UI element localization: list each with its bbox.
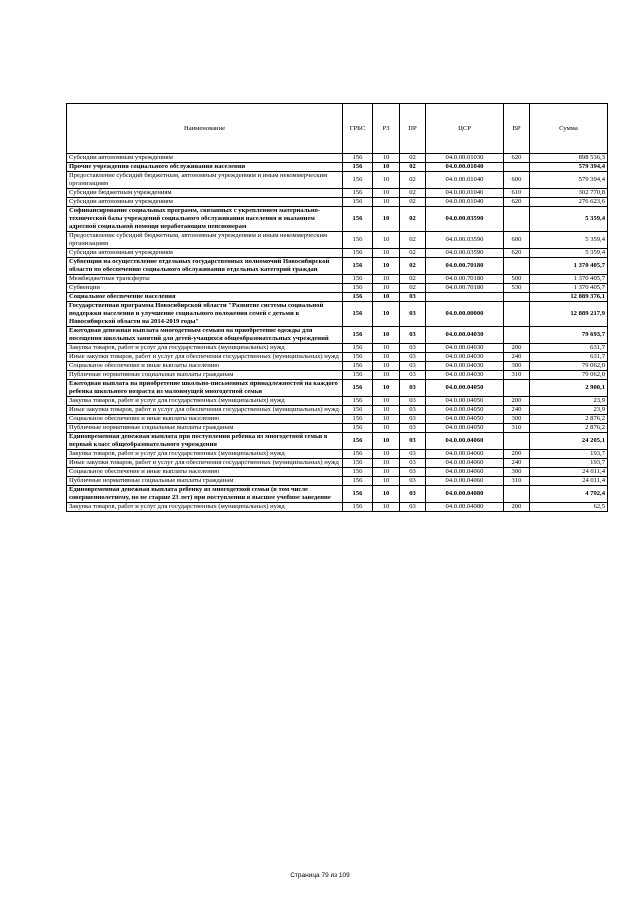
table-row: [67, 397, 608, 406]
cell-rz: 10: [373, 284, 400, 293]
cell-rz: 10: [373, 302, 400, 327]
cell-grbs: 156: [343, 486, 373, 503]
table-row: [67, 172, 608, 189]
cell-pr: 03: [400, 380, 426, 397]
cell-vr: [504, 258, 530, 275]
cell-rz: 10: [373, 477, 400, 486]
table-row: [67, 380, 608, 397]
cell-vr: 240: [504, 459, 530, 468]
cell-pr: 02: [400, 189, 426, 198]
cell-sum: 1 370 405,7: [530, 258, 608, 275]
cell-grbs: 156: [343, 371, 373, 380]
cell-pr: 02: [400, 198, 426, 207]
cell-grbs: 156: [343, 293, 373, 302]
cell-rz: 10: [373, 163, 400, 172]
cell-csr: 04.0.00.04060: [426, 433, 504, 450]
table-row: [67, 362, 608, 371]
header-vr: ВР: [504, 104, 530, 154]
cell-vr: 300: [504, 415, 530, 424]
cell-vr: 600: [504, 172, 530, 189]
cell-grbs: 156: [343, 353, 373, 362]
cell-pr: 03: [400, 468, 426, 477]
cell-vr: 610: [504, 189, 530, 198]
cell-pr: 03: [400, 486, 426, 503]
cell-name: Межбюджетные трансферты: [67, 275, 343, 284]
cell-grbs: 156: [343, 362, 373, 371]
table-row: [67, 327, 608, 344]
table-body: [67, 154, 608, 512]
cell-sum: 24 205,1: [530, 433, 608, 450]
cell-csr: 04.0.00.01040: [426, 172, 504, 189]
cell-pr: 03: [400, 424, 426, 433]
cell-name: Предоставление субсидий бюджетным, автономным учреждениям и иным некоммерческим организациям: [67, 232, 343, 249]
cell-csr: 04.0.00.04080: [426, 486, 504, 503]
table-row: [67, 477, 608, 486]
cell-grbs: 156: [343, 477, 373, 486]
cell-pr: 03: [400, 406, 426, 415]
cell-csr: 04.0.00.70180: [426, 258, 504, 275]
cell-vr: [504, 163, 530, 172]
cell-vr: 500: [504, 275, 530, 284]
cell-sum: 2 900,1: [530, 380, 608, 397]
cell-csr: 04.0.00.04050: [426, 380, 504, 397]
cell-vr: 300: [504, 362, 530, 371]
header-row: [67, 104, 608, 154]
table-row: [67, 275, 608, 284]
cell-sum: 79 062,0: [530, 371, 608, 380]
cell-vr: 240: [504, 353, 530, 362]
cell-csr: 04.0.00.03590: [426, 207, 504, 232]
cell-rz: 10: [373, 380, 400, 397]
cell-csr: 04.0.00.03590: [426, 232, 504, 249]
cell-vr: 200: [504, 344, 530, 353]
cell-sum: 1 370 405,7: [530, 275, 608, 284]
cell-grbs: 156: [343, 503, 373, 512]
table-row: [67, 293, 608, 302]
cell-sum: 12 889 376,1: [530, 293, 608, 302]
table-row: [67, 424, 608, 433]
header-grbs: ГРБС: [343, 104, 373, 154]
cell-sum: 631,7: [530, 353, 608, 362]
cell-sum: 276 623,6: [530, 198, 608, 207]
cell-name: Ежегодная денежная выплата многодетным семьям на приобретение одежды для посещения школьных занятий для детей-учащихся общеобразовательных учреждений: [67, 327, 343, 344]
cell-sum: 579 394,4: [530, 163, 608, 172]
cell-name: Субвенции на осуществление отдельных государственных полномочий Новосибирской области по обеспечению социального обслуживания отдельных категорий граждан: [67, 258, 343, 275]
cell-pr: 03: [400, 397, 426, 406]
cell-rz: 10: [373, 433, 400, 450]
table-row: [67, 415, 608, 424]
table-row: [67, 344, 608, 353]
cell-name: Единовременная денежная выплата при поступлении ребенка из многодетной семьи в первый класс общеобразовательного учреждения: [67, 433, 343, 450]
table-row: [67, 406, 608, 415]
table-row: [67, 450, 608, 459]
cell-rz: 10: [373, 344, 400, 353]
cell-pr: 02: [400, 207, 426, 232]
cell-pr: 02: [400, 154, 426, 163]
cell-sum: 579 394,4: [530, 172, 608, 189]
cell-name: Предоставление субсидий бюджетным, автономным учреждениям и иным некоммерческим организациям: [67, 172, 343, 189]
cell-csr: 04.0.00.70180: [426, 275, 504, 284]
cell-pr: 03: [400, 503, 426, 512]
cell-grbs: 156: [343, 344, 373, 353]
cell-vr: 530: [504, 284, 530, 293]
cell-name: Публичные нормативные социальные выплаты гражданам: [67, 477, 343, 486]
header-rz: РЗ: [373, 104, 400, 154]
cell-rz: 10: [373, 397, 400, 406]
cell-vr: 620: [504, 198, 530, 207]
cell-grbs: 156: [343, 433, 373, 450]
table-header: [67, 104, 608, 154]
cell-name: Прочие учреждения социального обслуживания населения: [67, 163, 343, 172]
cell-sum: 24 011,4: [530, 477, 608, 486]
cell-csr: 04.0.00.00000: [426, 302, 504, 327]
table-row: [67, 371, 608, 380]
cell-grbs: 156: [343, 207, 373, 232]
cell-sum: 193,7: [530, 450, 608, 459]
table-row: [67, 207, 608, 232]
cell-csr: 04.0.00.04060: [426, 459, 504, 468]
cell-rz: 10: [373, 424, 400, 433]
page-footer: Страница 79 из 109: [290, 872, 350, 879]
cell-name: Субсидии бюджетным учреждениям: [67, 189, 343, 198]
cell-sum: 5 359,4: [530, 249, 608, 258]
cell-grbs: 156: [343, 406, 373, 415]
cell-name: Государственная программа Новосибирской области "Развитие системы социальной поддержки населения и улучшение социального положения семей с детьми в Новосибирской области на 2014-2019 годы": [67, 302, 343, 327]
cell-rz: 10: [373, 406, 400, 415]
cell-grbs: 156: [343, 172, 373, 189]
table-row: [67, 154, 608, 163]
cell-grbs: 156: [343, 450, 373, 459]
cell-pr: 03: [400, 362, 426, 371]
cell-vr: 200: [504, 450, 530, 459]
cell-name: Социальное обеспечение и иные выплаты населению: [67, 415, 343, 424]
cell-sum: 631,7: [530, 344, 608, 353]
cell-vr: 310: [504, 477, 530, 486]
cell-rz: 10: [373, 486, 400, 503]
cell-csr: 04.0.00.04060: [426, 477, 504, 486]
cell-csr: 04.0.00.04050: [426, 406, 504, 415]
cell-csr: 04.0.00.04030: [426, 327, 504, 344]
cell-vr: 240: [504, 406, 530, 415]
cell-grbs: 156: [343, 275, 373, 284]
cell-csr: 04.0.00.03590: [426, 249, 504, 258]
cell-rz: 10: [373, 189, 400, 198]
cell-vr: 620: [504, 249, 530, 258]
cell-grbs: 156: [343, 459, 373, 468]
cell-sum: 12 889 217,9: [530, 302, 608, 327]
cell-pr: 03: [400, 293, 426, 302]
cell-rz: 10: [373, 371, 400, 380]
cell-vr: 200: [504, 503, 530, 512]
table-row: [67, 189, 608, 198]
cell-sum: 4 792,4: [530, 486, 608, 503]
cell-name: Ежегодная выплата на приобретение школьно-письменных принадлежностей на каждого ребенка школьного возраста из малоимущей многодетной семьи: [67, 380, 343, 397]
cell-sum: 2 876,2: [530, 415, 608, 424]
cell-name: Иные закупки товаров, работ и услуг для обеспечения государственных (муниципальных) нужд: [67, 353, 343, 362]
cell-pr: 02: [400, 232, 426, 249]
table-row: [67, 284, 608, 293]
table-row: [67, 163, 608, 172]
cell-pr: 03: [400, 327, 426, 344]
cell-csr: 04.0.00.04030: [426, 353, 504, 362]
cell-grbs: 156: [343, 380, 373, 397]
cell-vr: 200: [504, 397, 530, 406]
cell-name: Социальное обеспечение населения: [67, 293, 343, 302]
cell-csr: [426, 293, 504, 302]
cell-pr: 03: [400, 353, 426, 362]
cell-sum: 1 370 405,7: [530, 284, 608, 293]
cell-csr: 04.0.00.01040: [426, 198, 504, 207]
cell-name: Единовременная денежная выплата ребенку из многодетной семьи (в том числе совершеннолетнему, но не старше 23 лет) при поступлении в высшее учебное заведение: [67, 486, 343, 503]
cell-sum: 62,5: [530, 503, 608, 512]
cell-rz: 10: [373, 353, 400, 362]
cell-name: Публичные нормативные социальные выплаты гражданам: [67, 424, 343, 433]
cell-grbs: 156: [343, 284, 373, 293]
cell-vr: 600: [504, 232, 530, 249]
cell-name: Социальное обеспечение и иные выплаты населению: [67, 468, 343, 477]
cell-csr: 04.0.00.04060: [426, 468, 504, 477]
table-row: [67, 198, 608, 207]
cell-vr: [504, 486, 530, 503]
cell-name: Социальное обеспечение и иные выплаты населению: [67, 362, 343, 371]
cell-sum: 302 770,8: [530, 189, 608, 198]
cell-sum: 79 062,0: [530, 362, 608, 371]
cell-rz: 10: [373, 293, 400, 302]
cell-pr: 03: [400, 477, 426, 486]
cell-name: Закупка товаров, работ и услуг для государственных (муниципальных) нужд: [67, 397, 343, 406]
table-row: [67, 249, 608, 258]
cell-grbs: 156: [343, 327, 373, 344]
cell-grbs: 156: [343, 232, 373, 249]
cell-rz: 10: [373, 232, 400, 249]
cell-pr: 02: [400, 258, 426, 275]
cell-grbs: 156: [343, 424, 373, 433]
cell-name: Субсидии автономным учреждениям: [67, 198, 343, 207]
cell-name: Субсидии автономным учреждениям: [67, 154, 343, 163]
cell-pr: 03: [400, 450, 426, 459]
cell-csr: 04.0.00.04050: [426, 424, 504, 433]
cell-pr: 02: [400, 284, 426, 293]
cell-name: Закупка товаров, работ и услуг для государственных (муниципальных) нужд: [67, 503, 343, 512]
cell-vr: 620: [504, 154, 530, 163]
cell-rz: 10: [373, 468, 400, 477]
cell-rz: 10: [373, 450, 400, 459]
cell-csr: 04.0.00.04050: [426, 415, 504, 424]
cell-sum: 2 876,2: [530, 424, 608, 433]
cell-grbs: 156: [343, 163, 373, 172]
cell-csr: 04.0.00.70180: [426, 284, 504, 293]
cell-vr: [504, 293, 530, 302]
table-row: [67, 232, 608, 249]
cell-pr: 03: [400, 415, 426, 424]
cell-rz: 10: [373, 275, 400, 284]
cell-rz: 10: [373, 198, 400, 207]
cell-pr: 02: [400, 172, 426, 189]
cell-name: Субвенции: [67, 284, 343, 293]
cell-vr: 300: [504, 468, 530, 477]
cell-rz: 10: [373, 459, 400, 468]
cell-rz: 10: [373, 207, 400, 232]
cell-vr: 310: [504, 424, 530, 433]
cell-vr: 310: [504, 371, 530, 380]
cell-name: Иные закупки товаров, работ и услуг для обеспечения государственных (муниципальных) нужд: [67, 459, 343, 468]
table-row: [67, 353, 608, 362]
table-row: [67, 468, 608, 477]
cell-grbs: 156: [343, 198, 373, 207]
cell-pr: 02: [400, 163, 426, 172]
cell-sum: 898 536,3: [530, 154, 608, 163]
cell-sum: 193,7: [530, 459, 608, 468]
cell-grbs: 156: [343, 189, 373, 198]
cell-pr: 03: [400, 371, 426, 380]
cell-grbs: 156: [343, 415, 373, 424]
cell-csr: 04.0.00.04080: [426, 503, 504, 512]
cell-name: Закупка товаров, работ и услуг для государственных (муниципальных) нужд: [67, 450, 343, 459]
cell-grbs: 156: [343, 302, 373, 327]
cell-sum: 5 359,4: [530, 207, 608, 232]
cell-grbs: 156: [343, 397, 373, 406]
cell-vr: [504, 433, 530, 450]
cell-rz: 10: [373, 249, 400, 258]
cell-sum: 23,9: [530, 406, 608, 415]
budget-table: [66, 103, 608, 512]
cell-grbs: 156: [343, 258, 373, 275]
cell-csr: 04.0.00.04030: [426, 371, 504, 380]
cell-grbs: 156: [343, 468, 373, 477]
header-csr: ЦСР: [426, 104, 504, 154]
cell-sum: 23,9: [530, 397, 608, 406]
cell-grbs: 156: [343, 249, 373, 258]
header-sum: Сумма: [530, 104, 608, 154]
cell-name: Закупка товаров, работ и услуг для государственных (муниципальных) нужд: [67, 344, 343, 353]
cell-sum: 79 693,7: [530, 327, 608, 344]
table-row: [67, 433, 608, 450]
cell-vr: [504, 207, 530, 232]
cell-csr: 04.0.00.01040: [426, 163, 504, 172]
cell-pr: 02: [400, 275, 426, 284]
cell-name: Софинансирование социальных программ, связанных с укреплением материально-технической базы учреждений социального обслуживания населения и оказанием адресной социальной помощи неработающим пенсионерам: [67, 207, 343, 232]
cell-grbs: 156: [343, 154, 373, 163]
table-row: [67, 486, 608, 503]
cell-rz: 10: [373, 154, 400, 163]
table-row: [67, 503, 608, 512]
cell-sum: 5 359,4: [530, 232, 608, 249]
cell-csr: 04.0.00.04050: [426, 397, 504, 406]
cell-rz: 10: [373, 258, 400, 275]
cell-csr: 04.0.00.01030: [426, 154, 504, 163]
table-row: [67, 302, 608, 327]
cell-rz: 10: [373, 415, 400, 424]
cell-pr: 03: [400, 302, 426, 327]
cell-vr: [504, 327, 530, 344]
cell-sum: 24 011,4: [530, 468, 608, 477]
table-row: [67, 459, 608, 468]
cell-csr: 04.0.00.04030: [426, 344, 504, 353]
cell-csr: 04.0.00.04030: [426, 362, 504, 371]
cell-csr: 04.0.00.01040: [426, 189, 504, 198]
cell-vr: [504, 302, 530, 327]
cell-vr: [504, 380, 530, 397]
cell-csr: 04.0.00.04060: [426, 450, 504, 459]
cell-name: Субсидии автономным учреждениям: [67, 249, 343, 258]
cell-rz: 10: [373, 327, 400, 344]
header-name: Наименование: [67, 104, 343, 154]
header-pr: ПР: [400, 104, 426, 154]
cell-pr: 03: [400, 459, 426, 468]
cell-pr: 02: [400, 249, 426, 258]
table-row: [67, 258, 608, 275]
cell-rz: 10: [373, 362, 400, 371]
cell-rz: 10: [373, 172, 400, 189]
cell-rz: 10: [373, 503, 400, 512]
cell-name: Иные закупки товаров, работ и услуг для обеспечения государственных (муниципальных) нужд: [67, 406, 343, 415]
cell-pr: 03: [400, 433, 426, 450]
cell-name: Публичные нормативные социальные выплаты гражданам: [67, 371, 343, 380]
cell-pr: 03: [400, 344, 426, 353]
